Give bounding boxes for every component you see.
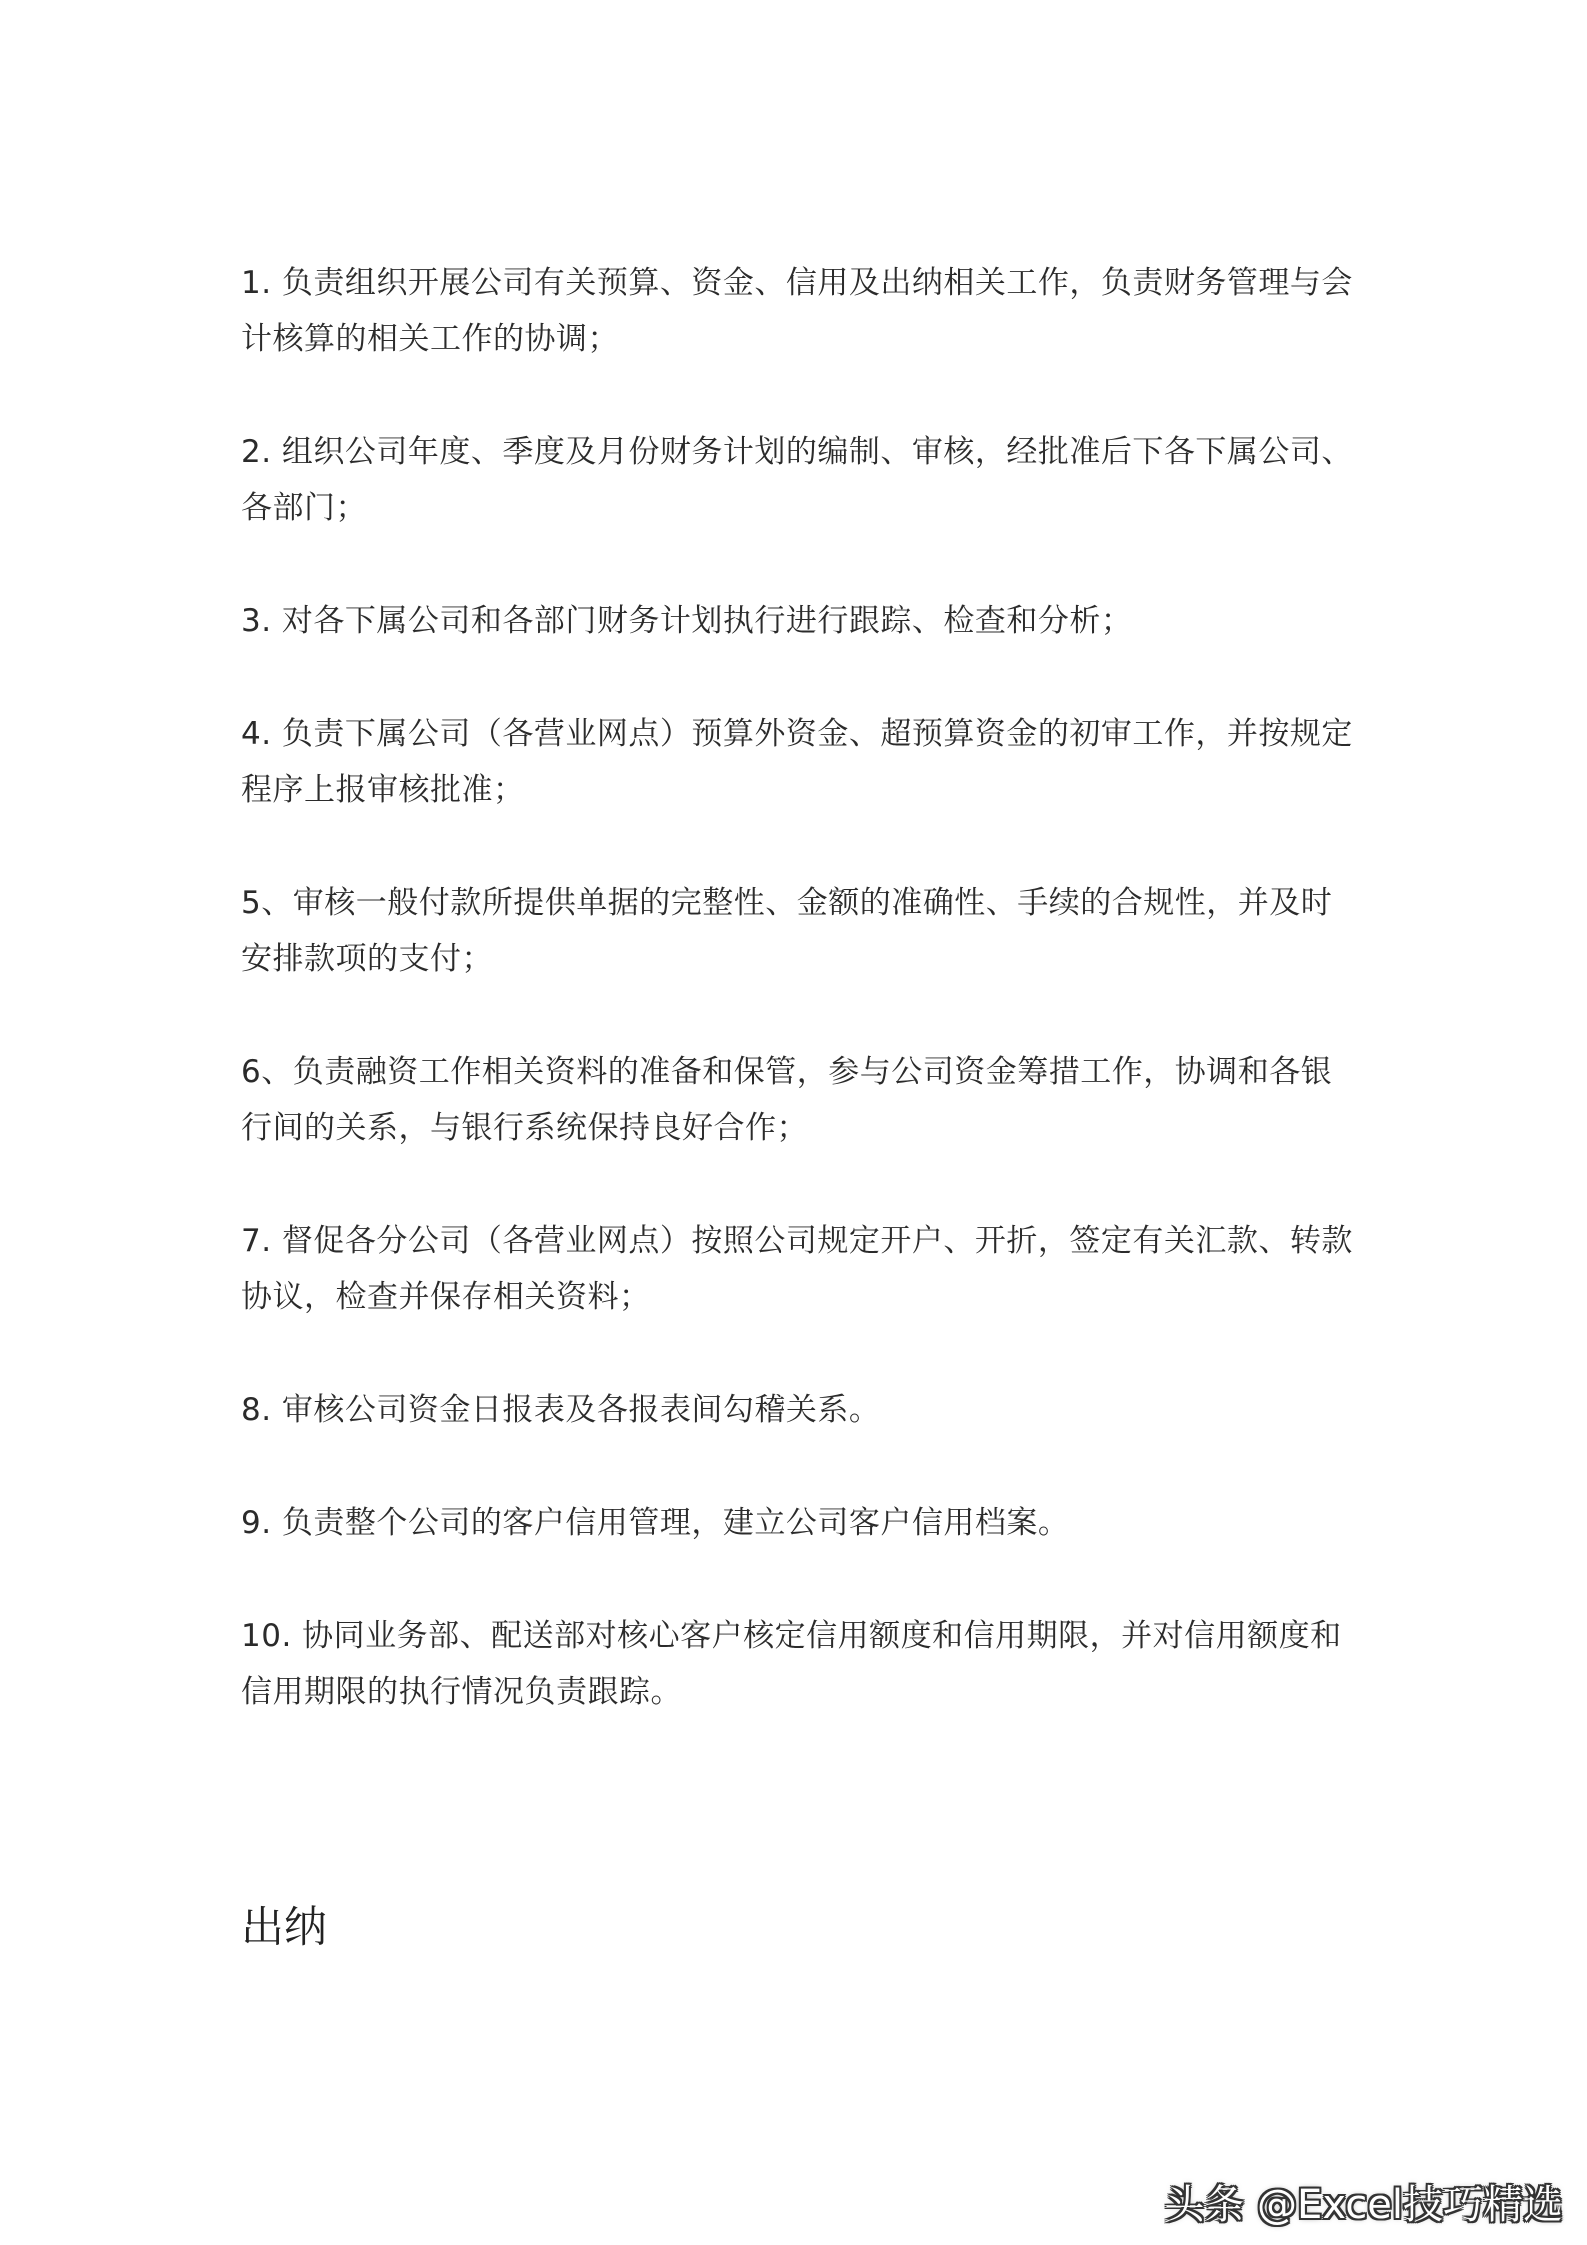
watermark: 头条 @Excel技巧精选 — [1164, 2182, 1563, 2228]
duty-item-7: 7. 督促各分公司（各营业网点）按照公司规定开户、开折，签定有关汇款、转款协议，检查并保存相关资料； — [241, 1223, 1353, 1315]
duty-item-4: 4. 负责下属公司（各营业网点）预算外资金、超预算资金的初审工作，并按规定程序上报审核批准； — [241, 716, 1353, 808]
duty-item-6: 6、负责融资工作相关资料的准备和保管，参与公司资金筹措工作，协调和各银行间的关系，与银行系统保持良好合作； — [241, 1054, 1333, 1146]
duty-list — [241, 255, 1361, 1777]
duty-item-2: 2. 组织公司年度、季度及月份财务计划的编制、审核，经批准后下各下属公司、各部门； — [241, 434, 1353, 526]
duty-item-9: 9. 负责整个公司的客户信用管理，建立公司客户信用档案。 — [241, 1505, 1070, 1541]
duty-item-1: 1. 负责组织开展公司有关预算、资金、信用及出纳相关工作，负责财务管理与会计核算的相关工作的协调； — [241, 265, 1353, 357]
duty-item-10: 10. 协同业务部、配送部对核心客户核定信用额度和信用期限，并对信用额度和信用期限的执行情况负责跟踪。 — [241, 1618, 1342, 1710]
section-title: 出纳 — [241, 1903, 327, 1953]
duty-item-3: 3. 对各下属公司和各部门财务计划执行进行跟踪、检查和分析； — [241, 603, 1133, 639]
duty-item-8: 8. 审核公司资金日报表及各报表间勾稽关系。 — [241, 1392, 881, 1428]
duty-item-5: 5、审核一般付款所提供单据的完整性、金额的准确性、手续的合规性，并及时安排款项的支付； — [241, 885, 1333, 977]
